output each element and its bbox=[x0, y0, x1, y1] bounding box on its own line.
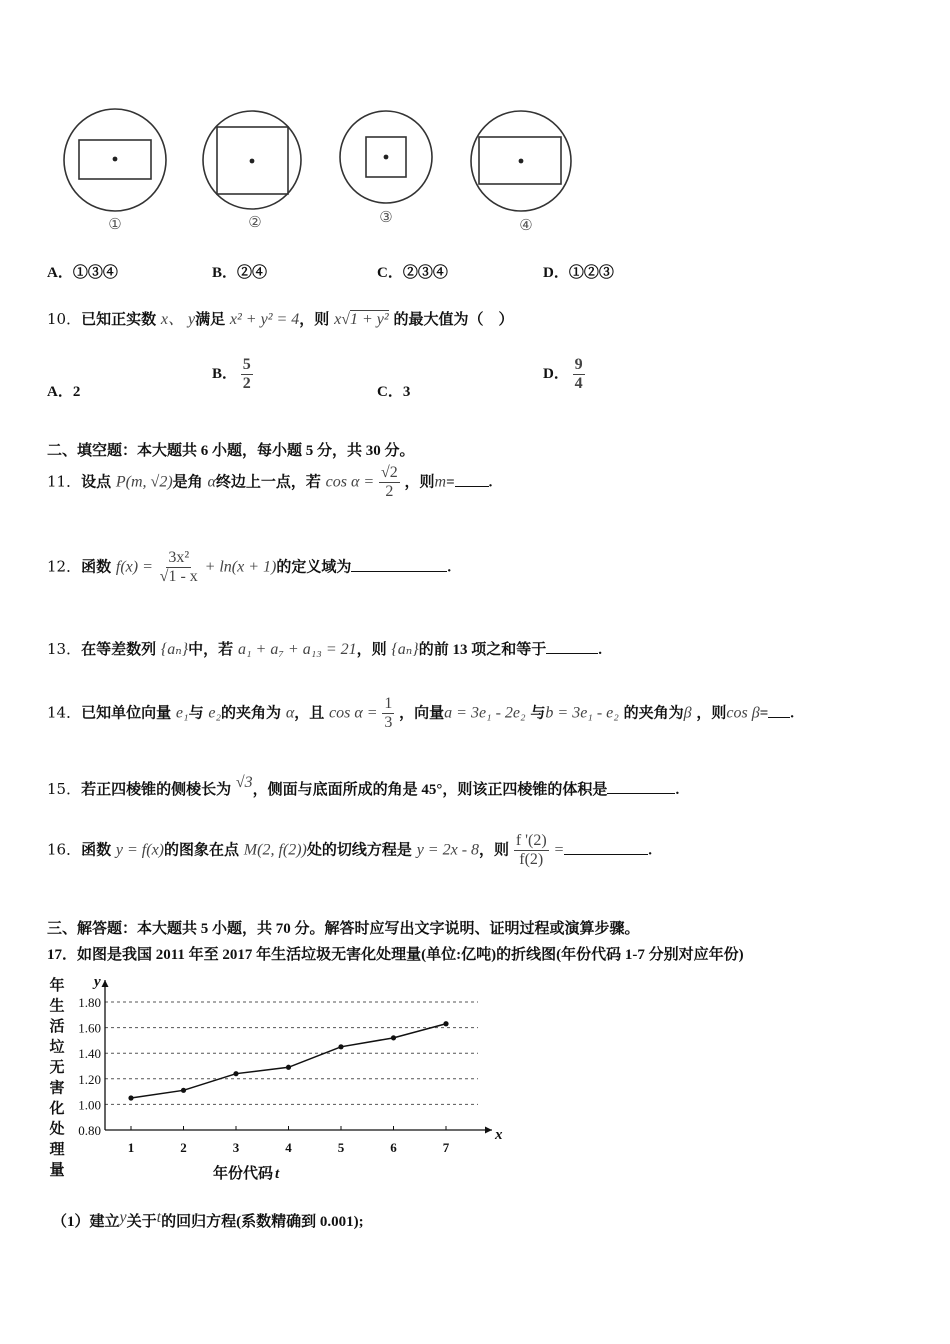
figure-1 bbox=[64, 109, 166, 233]
data-point bbox=[443, 1021, 448, 1026]
q15-answer-blank[interactable] bbox=[607, 781, 675, 794]
q9-option-a: A．①③④ bbox=[47, 265, 118, 281]
y-axis-title-char: 生 bbox=[49, 998, 65, 1015]
y-axis-title-char: 活 bbox=[49, 1019, 65, 1035]
data-point bbox=[391, 1035, 396, 1040]
data-point bbox=[286, 1065, 291, 1070]
x-tick-label: 6 bbox=[390, 1140, 397, 1155]
x-tick-label: 5 bbox=[337, 1140, 345, 1155]
y-axis-title-char: 年 bbox=[49, 978, 65, 994]
q10-option-a: A．2 bbox=[47, 384, 81, 400]
q14-answer-blank[interactable] bbox=[768, 705, 790, 718]
y-axis-title-char: 处 bbox=[49, 1121, 65, 1138]
y-axis-title-char: 垃 bbox=[49, 1039, 65, 1056]
figure-1-label: ① bbox=[108, 217, 122, 233]
q11-question: 11．设点 P(m, √2)是角 α终边上一点，若 cos α = $\frac{√2}{2}$ ，则m= . bbox=[47, 464, 493, 500]
data-point bbox=[233, 1071, 238, 1076]
q12-answer-blank[interactable] bbox=[351, 559, 447, 572]
y-tick-label: 1.20 bbox=[78, 1071, 101, 1087]
y-tick-label: 1.40 bbox=[78, 1046, 101, 1062]
q13-question: 13．在等差数列 {aₙ}中，若 a₁ + a₇ + a₁₃ = 21，则 {aₙ}的前 13 项之和等于 . bbox=[47, 640, 602, 658]
data-point bbox=[338, 1044, 343, 1049]
figure-2-label: ② bbox=[248, 215, 262, 231]
figure-4-label: ④ bbox=[519, 218, 533, 234]
data-point bbox=[128, 1095, 133, 1100]
section-2-heading: 二、填空题：本大题共 6 小题，每小题 5 分，共 30 分。 bbox=[47, 443, 415, 459]
x-tick-label: 4 bbox=[285, 1140, 292, 1155]
series-line bbox=[131, 1024, 446, 1098]
y-axis-title-char: 量 bbox=[49, 1162, 65, 1179]
data-point bbox=[181, 1088, 186, 1093]
y-tick-label: 1.00 bbox=[78, 1097, 101, 1113]
line-chart bbox=[40, 968, 520, 1193]
q12-question: 12．函数 f(x) = $\frac{\text{3x²}}{√1 - x}$ + ln(x + 1)的定义域为 . bbox=[47, 549, 452, 585]
y-axis-letter: y bbox=[94, 974, 101, 990]
q14-question: 14．已知单位向量 e₁与 e₂的夹角为 α，且 cos α = $\frac{1}{3}$ ，向量a = 3e₁ - 2e₂ 与b = 3e₁ - e₂ 的夹角为β ，则cos β= . bbox=[47, 695, 795, 731]
x-axis-letter: x bbox=[495, 1127, 503, 1143]
y-axis-title-char: 无 bbox=[49, 1060, 65, 1076]
q15-question: 15．若正四棱锥的侧棱长为 √3，侧面与底面所成的角是 45°，则该正四棱锥的体积是 . bbox=[47, 774, 680, 798]
q9-option-c: C．②③④ bbox=[377, 265, 448, 281]
figure-3-label: ③ bbox=[379, 210, 393, 226]
y-axis-title-char: 化 bbox=[49, 1101, 65, 1117]
x-axis-title: 年份代码 bbox=[212, 1166, 273, 1182]
q10-question: 10．已知正实数 x、 y满足 x² + y² = 4，则 x√1 + y² 的最大值为（ ） bbox=[47, 310, 514, 328]
x-axis-arrow bbox=[485, 1127, 492, 1134]
q11-answer-blank[interactable] bbox=[455, 474, 489, 487]
q10-option-b-fraction: $\frac{5}{2}$ bbox=[242, 356, 251, 392]
y-tick-label: 1.60 bbox=[78, 1020, 101, 1036]
x-tick-label: 1 bbox=[127, 1140, 135, 1155]
y-tick-label: 1.80 bbox=[78, 995, 101, 1010]
q10-option-d: D． $\frac{9}{4}$ bbox=[543, 356, 583, 392]
x-tick-label: 7 bbox=[442, 1140, 450, 1155]
q10-option-b: B． $\frac{5}{2}$ bbox=[212, 356, 251, 392]
q9-option-d: D．①②③ bbox=[543, 265, 614, 281]
y-tick-label: 0.80 bbox=[78, 1123, 101, 1138]
q10-option-c: C．3 bbox=[377, 384, 411, 400]
x-tick-label: 3 bbox=[232, 1140, 240, 1155]
figure-4 bbox=[471, 111, 571, 234]
figure-3 bbox=[340, 111, 432, 226]
x-tick-label: 2 bbox=[180, 1140, 187, 1155]
q16-answer-blank[interactable] bbox=[564, 842, 648, 855]
q9-option-b: B．②④ bbox=[212, 265, 268, 281]
q17-question: 17．如图是我国 2011 年至 2017 年生活垃圾无害化处理量(单位:亿吨)的折线图(年份代码 1-7 分别对应年份) bbox=[47, 947, 744, 963]
y-axis-title-char: 害 bbox=[49, 1080, 65, 1097]
q16-question: 16．函数 y = f(x)的图象在点 M(2, f(2))处的切线方程是 y = 2x - 8，则 $\frac{f '(2)}{f(2)}$ = . bbox=[47, 832, 653, 868]
q9-figures bbox=[50, 95, 590, 245]
section-3-heading: 三、解答题：本大题共 5 小题，共 70 分。解答时应写出文字说明、证明过程或演算步骤。 bbox=[47, 921, 640, 937]
y-axis-title-char: 理 bbox=[49, 1142, 65, 1158]
figure-2 bbox=[203, 111, 301, 231]
x-axis-title-var: t bbox=[275, 1166, 280, 1182]
q17-part-1: （1）建立y关于t的回归方程(系数精确到 0.001); bbox=[52, 1209, 364, 1230]
q13-answer-blank[interactable] bbox=[546, 641, 598, 654]
y-axis-arrow bbox=[102, 980, 109, 987]
q10-option-d-fraction: $\frac{9}{4}$ bbox=[574, 356, 583, 392]
